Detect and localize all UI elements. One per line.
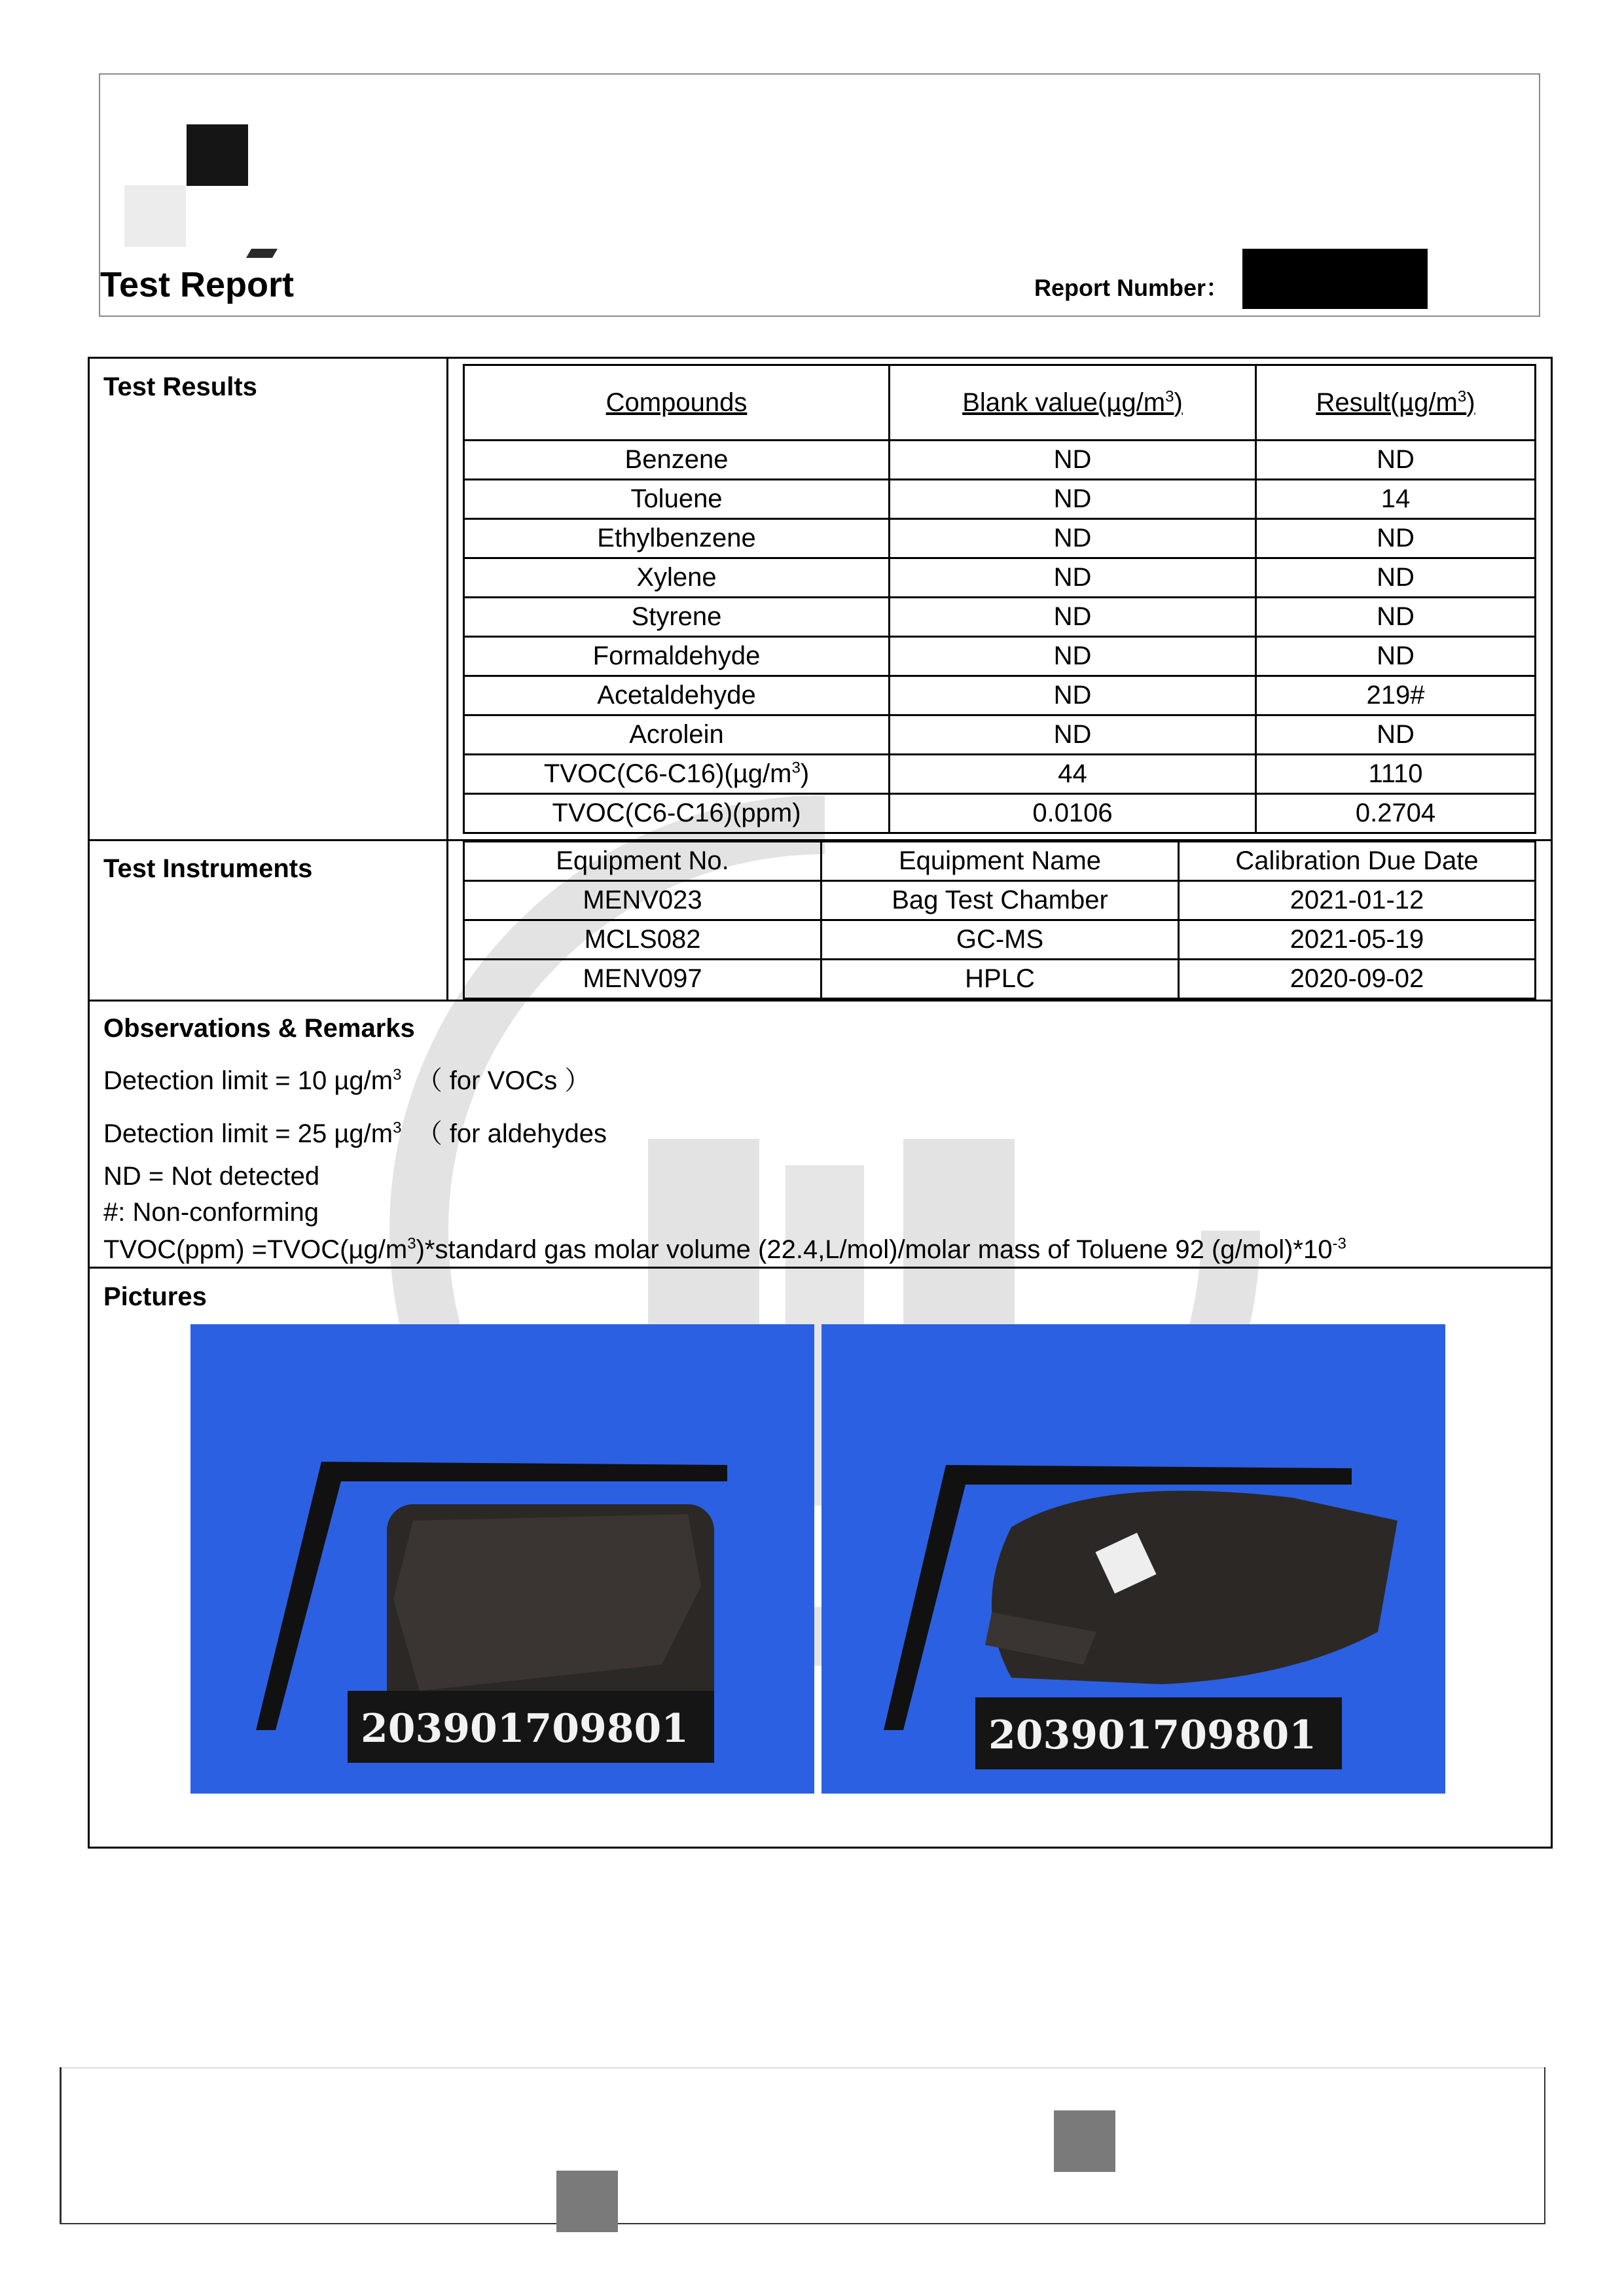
result-cell: 14: [1256, 480, 1536, 519]
company-logo-accent: [246, 249, 278, 258]
table-row: [464, 881, 1536, 920]
column-header-equipment-name: Equipment Name: [821, 842, 1179, 881]
blank-cell: ND: [890, 637, 1256, 676]
table-row: [464, 960, 1536, 999]
table-row: [464, 519, 1536, 558]
sample-photo-right: [821, 1324, 1445, 1794]
blank-cell: ND: [890, 715, 1256, 755]
result-cell: ND: [1256, 441, 1536, 480]
sample-photo-left: [190, 1324, 814, 1794]
column-header-blank: Blank $value(\mu g/m^3)$: [890, 365, 1256, 441]
blank-cell: 44: [890, 755, 1256, 794]
column-header-result: $Result(\mu g/m^3)$: [1256, 365, 1536, 441]
instruments-table: [463, 840, 1536, 1000]
equipment-no-cell: MENV097: [464, 960, 821, 999]
column-header-equipment-no: Equipment No.: [464, 842, 821, 881]
calibration-date-cell: 2021-05-19: [1179, 920, 1536, 960]
table-row: [464, 676, 1536, 715]
footer-stamp-placeholder: [556, 2171, 618, 2232]
table-row: [464, 558, 1536, 598]
blank-cell: ND: [890, 519, 1256, 558]
company-logo-mark: [187, 124, 248, 186]
remark-tvoc-formula: TVOC(ppm) $=TVOC(\mu g/m^3)*standard$ gas molar volume (22.4,L/mol)/molar mass of Toluene 92 $(g/mol)*10^{-3}$: [103, 1235, 1346, 1264]
result-cell: ND: [1256, 519, 1536, 558]
report-number-redacted: [1242, 249, 1428, 309]
remark-non-conforming: #: Non-conforming: [103, 1198, 319, 1227]
blank-cell: ND: [890, 558, 1256, 598]
test-instruments-label: Test Instruments: [103, 854, 313, 883]
result-cell: 0.2704: [1256, 794, 1536, 833]
remark-detection-limit-aldehydes: Detection limit = 25 $\mu g/m^3$ （ for aldehydes: [103, 1119, 607, 1148]
table-row: [464, 715, 1536, 755]
calibration-date-cell: 2021-01-12: [1179, 881, 1536, 920]
remark-detection-limit-voc: Detection limit = 10 $\mu g/m^3$ （ for VOCs ）: [103, 1066, 591, 1095]
company-logo: [124, 185, 186, 247]
calibration-date-cell: 2020-09-02: [1179, 960, 1536, 999]
compound-cell: Ethylbenzene: [464, 519, 890, 558]
pictures-label: Pictures: [103, 1282, 207, 1311]
equipment-name-cell: HPLC: [821, 960, 1179, 999]
column-header-compounds: Compounds: [464, 365, 890, 441]
footer-qr-placeholder: [1054, 2110, 1115, 2172]
page-title: Test Report: [100, 265, 295, 304]
observations-label: Observations & Remarks: [103, 1014, 415, 1043]
equipment-name-cell: GC-MS: [821, 920, 1179, 960]
compound-cell: TVOC(C6-C16)(ppm): [464, 794, 890, 833]
result-cell: 219#: [1256, 676, 1536, 715]
blank-cell: 0.0106: [890, 794, 1256, 833]
compound-cell: Xylene: [464, 558, 890, 598]
compound-cell: Benzene: [464, 441, 890, 480]
sample-label-text: 203901709801: [361, 1706, 689, 1752]
table-row: [464, 755, 1536, 794]
section-divider: [88, 1000, 1553, 1002]
footer-box: [60, 2067, 1545, 2224]
equipment-no-cell: MCLS082: [464, 920, 821, 960]
table-row: [464, 598, 1536, 637]
result-cell: ND: [1256, 558, 1536, 598]
compound-cell: Acrolein: [464, 715, 890, 755]
table-row: [464, 920, 1536, 960]
result-cell: ND: [1256, 637, 1536, 676]
table-row: [464, 441, 1536, 480]
result-cell: ND: [1256, 598, 1536, 637]
equipment-name-cell: Bag Test Chamber: [821, 881, 1179, 920]
sample-label-text: 203901709801: [988, 1712, 1316, 1758]
blank-cell: ND: [890, 676, 1256, 715]
blank-cell: ND: [890, 480, 1256, 519]
remark-nd: ND = Not detected: [103, 1162, 320, 1191]
blank-cell: ND: [890, 598, 1256, 637]
table-row: [464, 637, 1536, 676]
column-header-calibration-date: Calibration Due Date: [1179, 842, 1536, 881]
result-cell: ND: [1256, 715, 1536, 755]
equipment-no-cell: MENV023: [464, 881, 821, 920]
compound-cell: Formaldehyde: [464, 637, 890, 676]
table-row: [464, 794, 1536, 833]
results-table: [463, 364, 1536, 834]
compound-cell: $TVOC(C6-C16)(\mu g/m^3)$: [464, 755, 890, 794]
compound-cell: Styrene: [464, 598, 890, 637]
table-row: [464, 480, 1536, 519]
compound-cell: Toluene: [464, 480, 890, 519]
test-results-label: Test Results: [103, 372, 257, 401]
blank-cell: ND: [890, 441, 1256, 480]
compound-cell: Acetaldehyde: [464, 676, 890, 715]
report-number-label: Report Number：: [1034, 274, 1230, 301]
result-cell: 1110: [1256, 755, 1536, 794]
column-divider: [446, 357, 448, 1002]
